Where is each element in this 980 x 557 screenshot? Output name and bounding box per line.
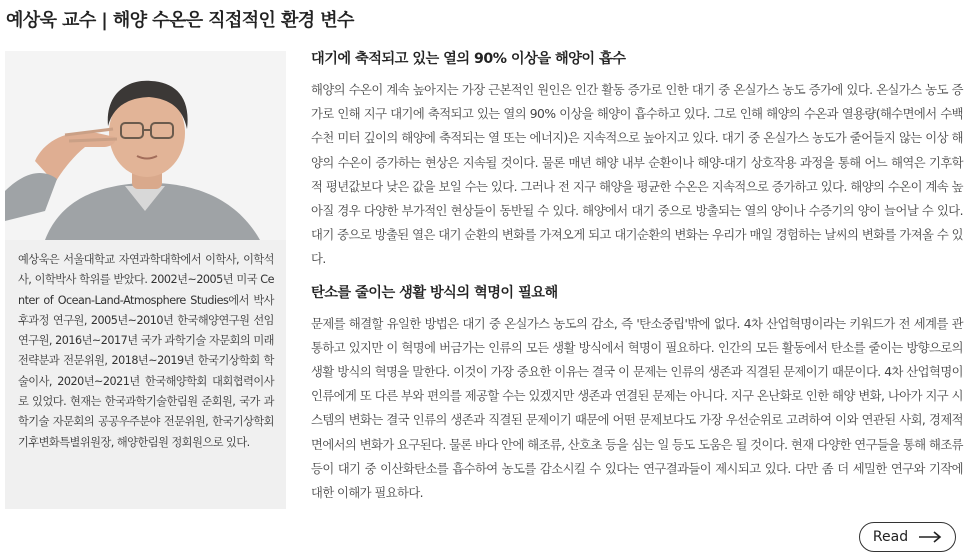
section-heading: 대기에 축적되고 있는 열의 90% 이상을 해양이 흡수 [311,51,626,67]
author-profile [5,51,286,509]
article-section-1 [311,46,963,272]
section-paragraph: 문제를 해결할 유일한 방법은 대기 중 온실가스 농도의 감소, 즉 '탄소중립'밖에 없다. 4차 산업혁명이라는 키워드가 전 세계를 관통하고 있지만 이 혁명에 버금가는 인류의 모든 생활 방식에서 혁명이 필요하다. 인간의 모든 활동에서 탄소를 줄이는 방향으로의 생활 방식의 혁명을 말한다. 이것이 가장 중요한 이유는 결국 이 문제는 인류의 생존과 직결된 문제이기 때문이다. 4차 산업혁명이 인류에게 또 다른 부와 편의를 제공할 수는 있겠지만 생존과 연결된 문제는 아니다. 지구 온난화로 인한 해양 변화, 나아가 지구 시스템의 변화는 결국 인류의 생존과 직결된 문제이기 때문에 어떤 문제보다도 가장 우선순위로 고려하여 이와 연관된 사회, 경제적면에서의 변화가 요구된다. 물론 바다 안에 해조류, 산호초 등을 심는 일 등도 도움은 될 것이다. 현재 다양한 연구들을 통해 해조류 등이 대기 중 이산화탄소를 흡수하여 농도를 감소시킬 수 있다는 연구결과들이 제시되고 있다. 다만 좀 더 세밀한 연구와 기작에 대한 이해가 필요하다. [311,316,963,501]
read-button[interactable] [859,522,956,552]
author-portrait [5,51,286,240]
section-heading: 탄소를 줄이는 생활 방식의 혁명이 필요해 [311,284,558,301]
page-title: 예상욱 교수 | 해양 수온은 직접적인 환경 변수 [6,10,354,31]
article-section-2 [311,280,963,506]
read-button-label: Read [872,529,909,545]
author-bio: 예상욱은 서울대학교 자연과학대학에서 이학사, 이학석사, 이학박사 학위를 받았다. 2002년~2005년 미국 Center of Ocean-Land-Atmosphere Studies에서 박사후과정 연구원, 2005년~2010년 한국해양연구원 선임연구원, 2016년~2017년 국가 과학기술 자문회의 미래전략분과 전문위원, 2018년~2019년 한국기상학회 학술이사, 2020년~2021년 한국해양학회 대회협력이사로 있었다. 현재는 한국과학기술한림원 준회원, 국가 과학기술 자문회의 공공우주분야 전문위원, 한국기상학회 기후변화특별위원장, 해양한림원 정회원으로 있다. [18,253,274,449]
section-paragraph: 해양의 수온이 계속 높아지는 가장 근본적인 원인은 인간 활동 증가로 인한 대기 중 온실가스 농도 증가에 있다. 온실가스 농도 증가로 인해 지구 대기에 축적되고 있는 열의 90% 이상을 해양이 흡수하고 있다. 그로 인해 해양의 수온과 열용량(해수면에서 수백 수천 미터 깊이의 해양에 축적되는 열 또는 에너지)은 지속적으로 높아지고 있다. 대기 중 온실가스 농도가 줄어들지 않는 이상 해양의 수온이 증가하는 현상은 지속될 것이다. 물론 매년 해양 내부 순환이나 해양-대기 상호작용 과정을 통해 어느 해역은 기후학적 평년값보다 낮은 값을 보일 수는 있다. 그러나 전 지구 해양을 평균한 수온은 지속적으로 증가하고 있다. 해양의 수온이 계속 높아질 경우 다양한 부가적인 현상들이 동반될 수 있다. 해양에서 대기 중으로 방출되는 열의 양이나 수증기의 양이 늘어날 수 있다. 대기 중으로 방출된 열은 대기 순환의 변화를 가져오게 되고 대기순환의 변화는 우리가 매일 경험하는 날씨의 변화를 가져올 수 있다. [311,83,963,267]
arrow-right-icon [918,531,942,543]
article-body [311,46,963,505]
